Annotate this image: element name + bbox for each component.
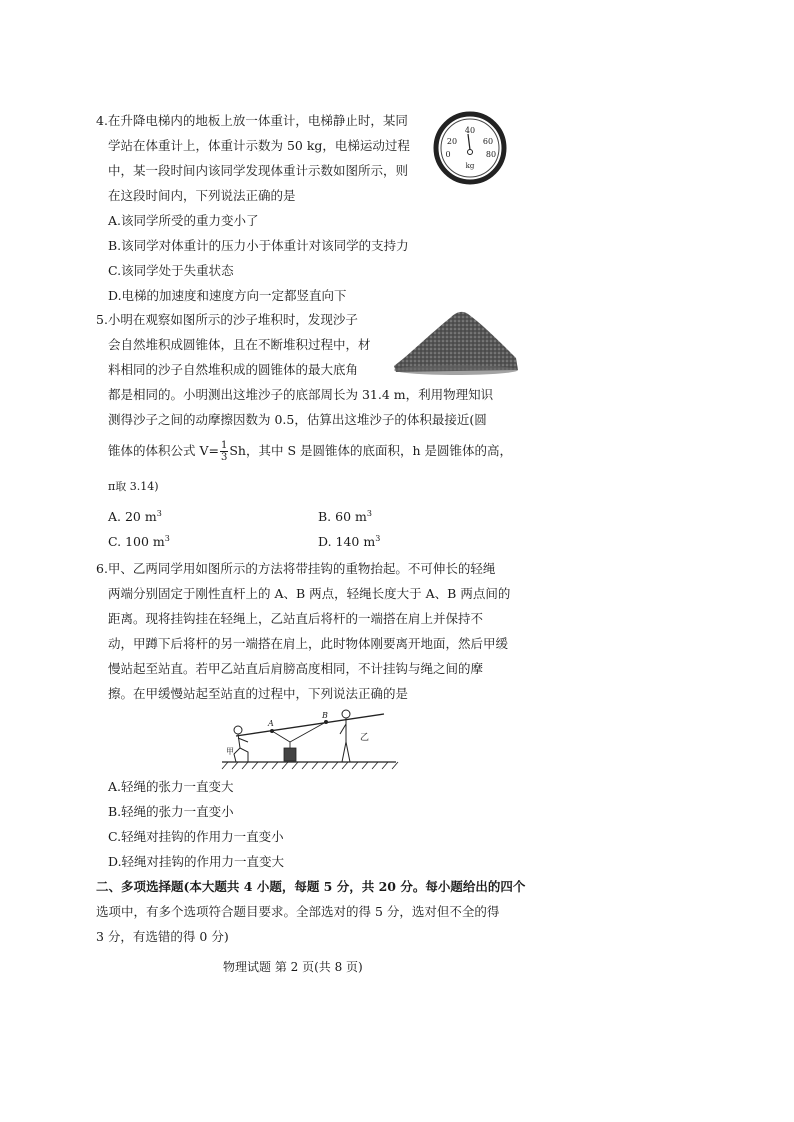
label-jia: 甲	[226, 747, 234, 756]
q6-option-b: B.轻绳的张力一直变小	[108, 804, 234, 819]
label-yi: 乙	[360, 733, 370, 743]
q6-line-5: 慢站起至站直。若甲乙站直后肩膀高度相同，不计挂钩与绳之间的摩	[108, 661, 484, 676]
q5-option-a: A. 20 $m^3$	[108, 509, 162, 525]
light-rope	[272, 722, 326, 742]
q5-line-2: 会自然堆积成圆锥体，且在不断堆积过程中，材	[108, 337, 371, 352]
q6-line-2: 两端分别固定于刚性直杆上的 A、B 两点，轻绳长度大于 A、B 两点间的	[108, 586, 511, 601]
q5-line-1: 5.小明在观察如图所示的沙子堆积时，发现沙子	[96, 312, 358, 327]
q5-line-5: 测得沙子之间的动摩擦因数为 0.5，估算出这堆沙子的体积最接近(圆	[108, 412, 487, 427]
weight-block	[284, 748, 296, 761]
q5-line-pi: π取 3.14)	[108, 480, 159, 493]
section2-line-1: 二、多项选择题(本大题共 4 小题，每题 5 分，共 20 分。每小题给出的四个	[96, 879, 526, 894]
q6-option-c: C.轻绳对挂钩的作用力一直变小	[108, 829, 284, 844]
label-b: B	[322, 711, 328, 720]
q6-line-1: 6.甲、乙两同学用如图所示的方法将带挂钩的重物抬起。不可伸长的轻绳	[96, 561, 496, 576]
dial-tick-40: 40	[464, 126, 476, 135]
q5-formula-line	[108, 440, 512, 463]
section2-line-3: 3 分，有选错的得 0 分)	[96, 929, 229, 944]
sand-pile-figure	[390, 304, 520, 376]
q4-line-4: 在这段时间内，下列说法正确的是	[108, 188, 296, 203]
q4-line-2: 学站在体重计上，体重计示数为 50 kg，电梯运动过程	[108, 138, 410, 153]
q5-formula-post: Sh，其中 S 是圆锥体的底面积，h 是圆锥体的高，	[229, 443, 513, 458]
pole-rope-figure	[218, 708, 400, 772]
page-footer: 物理试题 第 2 页(共 8 页)	[223, 960, 363, 974]
q5-option-b: B. 60 $m^3$	[318, 509, 372, 525]
q4-option-d: D.电梯的加速度和速度方向一定都竖直向下	[108, 288, 347, 303]
q6-line-4: 动，甲蹲下后将杆的另一端搭在肩上，此时物体刚要离开地面，然后甲缓	[108, 636, 509, 651]
q4-line-1: 4.在升降电梯内的地板上放一体重计，电梯静止时，某同	[96, 113, 408, 128]
dial-tick-80: 80	[485, 150, 497, 159]
dial-unit: kg	[465, 162, 475, 170]
dial-tick-60: 60	[482, 137, 494, 146]
q6-line-6: 擦。在甲缓慢站起至站直的过程中，下列说法正确的是	[108, 686, 409, 701]
q5-option-c: C. 100 $m^3$	[108, 534, 170, 550]
q5-line-3: 料相同的沙子自然堆积成的圆锥体的最大底角	[108, 362, 359, 377]
q4-line-3: 中，某一段时间内该同学发现体重计示数如图所示，则	[108, 163, 409, 178]
q6-option-a: A.轻绳的张力一直变大	[108, 779, 234, 794]
point-b	[324, 720, 328, 724]
dial-tick-0: 0	[445, 150, 451, 159]
person-jia	[234, 726, 248, 762]
scale-dial-figure	[432, 108, 508, 188]
q6-line-3: 距离。现将挂钩挂在轻绳上，乙站直后将杆的一端搭在肩上并保持不	[108, 611, 484, 626]
person-yi	[340, 710, 350, 762]
q5-formula-pre: 锥体的体积公式 V=	[108, 443, 219, 458]
q5-option-d: D. 140 $m^3$	[318, 534, 381, 550]
dial-tick-20: 20	[446, 137, 458, 146]
q4-option-c: C.该同学处于失重状态	[108, 263, 234, 278]
point-a	[270, 729, 274, 733]
q4-option-b: B.该同学对体重计的压力小于体重计对该同学的支持力	[108, 238, 409, 253]
q5-line-4: 都是相同的。小明测出这堆沙子的底部周长为 31.4 m，利用物理知识	[108, 387, 494, 402]
q6-option-d: D.轻绳对挂钩的作用力一直变大	[108, 854, 285, 869]
one-third-fraction: $\frac{1}{3}$	[220, 440, 228, 463]
section2-line-2: 选项中，有多个选项符合题目要求。全部选对的得 5 分，选对但不全的得	[96, 904, 500, 919]
label-a: A	[268, 719, 274, 728]
q4-option-a: A.该同学所受的重力变小了	[108, 213, 259, 228]
